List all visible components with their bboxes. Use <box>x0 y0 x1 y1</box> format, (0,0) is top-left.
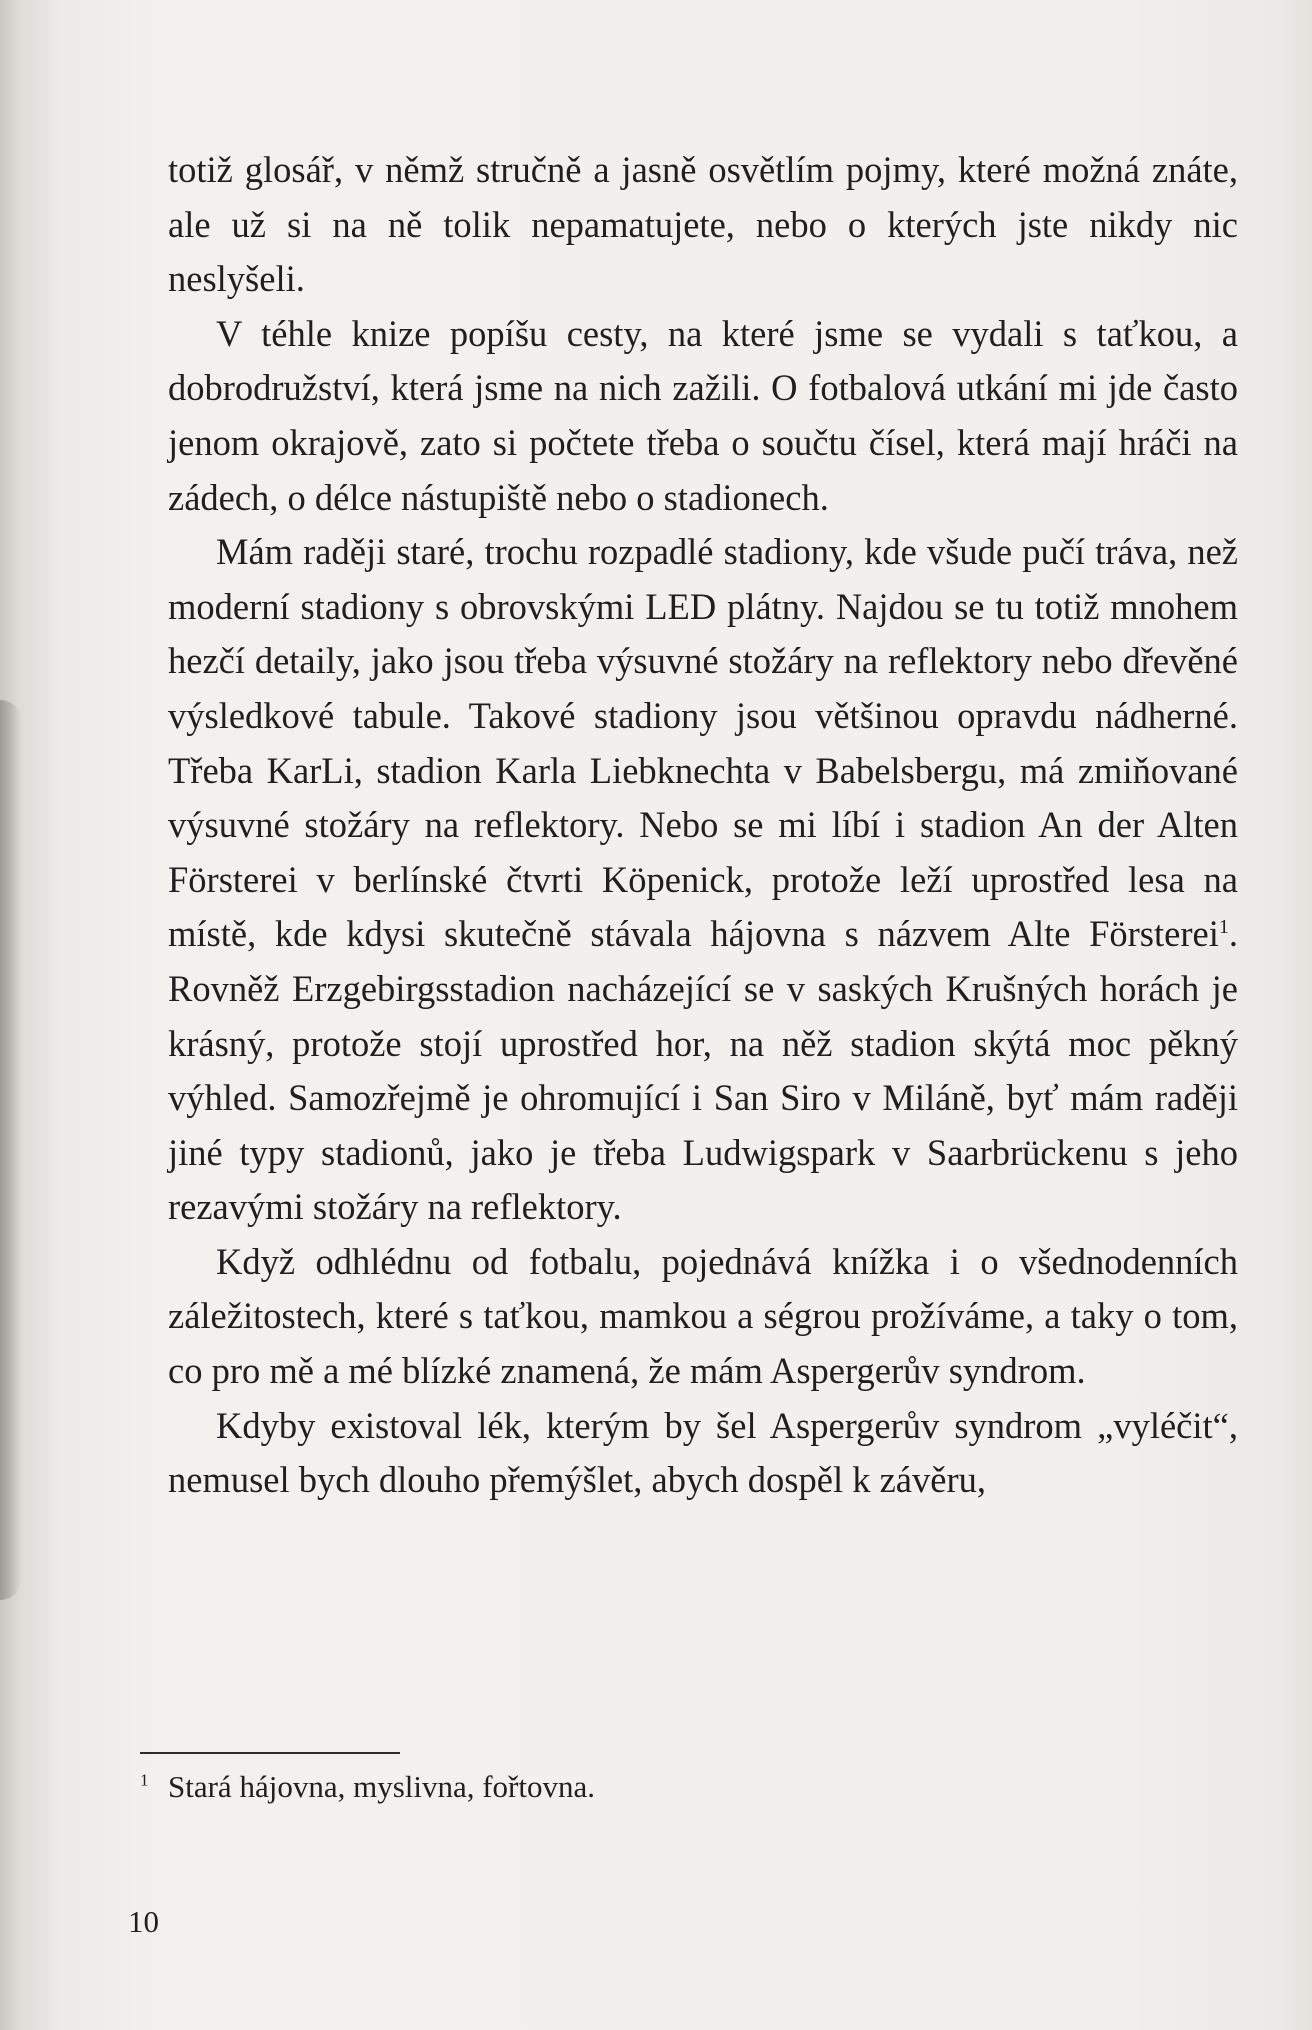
footnote-mark-number: 1 <box>140 1770 149 1790</box>
footnote-reference: 1 <box>1218 916 1229 939</box>
page-number: 10 <box>128 1904 159 1939</box>
paragraph-3 <box>168 525 1238 1235</box>
footnote <box>140 1765 595 1809</box>
paragraph-4: Když odhlédnu od fotbalu, pojednává knížka i o všednodenních záležitostech, které s taťkou, mamkou a ségrou prožíváme, a taky o tom, co pro mě a mé blízké znamená, že mám Aspergerův syndrom. <box>168 1240 1238 1392</box>
paragraph-5: Kdyby existoval lék, kterým by šel Aspergerův syndrom „vyléčit“, nemusel bych dlouho přemýšlet, abych dospěl k závěru, <box>168 1404 1238 1501</box>
paragraph-3-part-1: Mám raději staré, trochu rozpadlé stadiony, kde všude pučí tráva, než moderní stadiony s obrovskými LED plátny. Najdou se tu totiž mnohem hezčí detaily, jako jsou třeba výsuvné stožáry na reflektory nebo dřevěné výsledkové tabule. Takové stadiony jsou většinou opravdu nádherné. Třeba KarLi, stadion Karla Liebknechta v Babelsbergu, má zmiňované výsuvné stožáry na reflektory. Nebo se mi líbí i stadion An der Alten Försterei v berlínské čtvrti Köpenick, protože leží uprostřed lesa na místě, kde kdysi skutečně stávala hájovna s názvem Alte Försterei <box>168 531 1238 955</box>
body-text <box>168 143 1238 1508</box>
paragraph-3-part-2: . Rovněž Erzgebirgsstadion nacházející se v saských Krušných horách je krásný, protože stojí uprostřed hor, na něž stadion skýtá moc pěkný výhled. Samozřejmě je ohromující i San Siro v Miláně, byť mám raději jiné typy stadionů, jako je třeba Ludwigspark v Saarbrückenu s jeho rezavými stožáry na reflektory. <box>168 913 1238 1228</box>
footnote-divider <box>140 1752 400 1754</box>
footnote-text: Stará hájovna, myslivna, fořtovna. <box>168 1769 596 1804</box>
paragraph-2: V téhle knize popíšu cesty, na které jsme se vydali s taťkou, a dobrodružství, která jsme na nich zažili. O fotbalová utkání mi jde často jenom okrajově, zato si počtete třeba o součtu čísel, která mají hráči na zádech, o délce nástupiště nebo o stadionech. <box>168 312 1238 518</box>
paragraph-1: totiž glosář, v němž stručně a jasně osvětlím pojmy, které možná znáte, ale už si na ně tolik nepamatujete, nebo o kterých jste nikdy nic neslyšeli. <box>168 149 1238 300</box>
footnote-mark <box>140 1765 168 1809</box>
page-edge-shadow <box>0 700 22 1600</box>
